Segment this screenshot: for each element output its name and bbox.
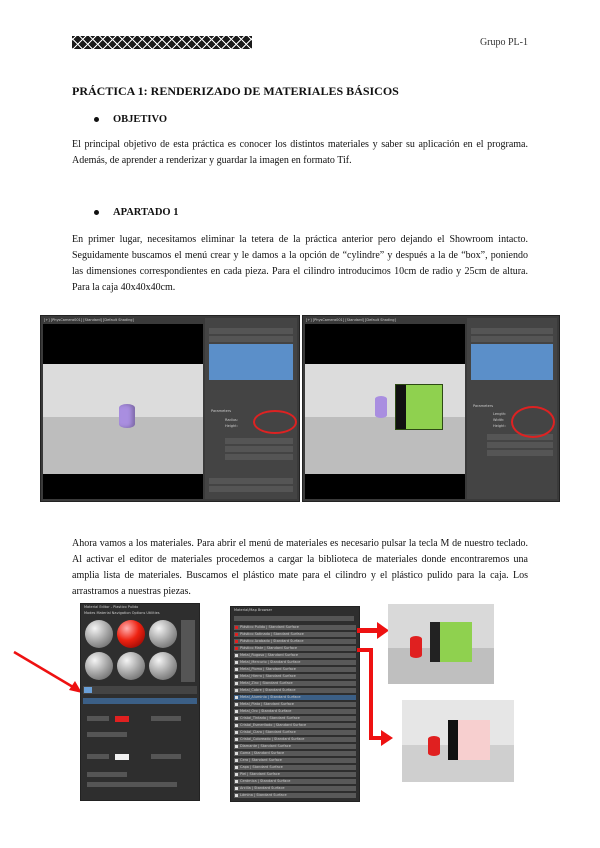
material-swatch-icon	[235, 752, 238, 755]
red-cylinder	[428, 736, 440, 756]
render-result-bottom	[402, 700, 514, 782]
cylinder-object	[375, 396, 387, 418]
material-swatch-icon	[235, 696, 238, 699]
header-pattern	[72, 36, 252, 49]
browser-list-item[interactable]	[234, 639, 356, 644]
parameters-label: Parameters	[473, 404, 494, 408]
material-slot[interactable]	[149, 620, 177, 648]
length-label: Length:	[493, 412, 507, 416]
screenshot-cylinder	[40, 315, 300, 502]
browser-item-label: Piel | Standard Surface	[240, 772, 280, 776]
browser-list-item[interactable]	[234, 779, 356, 784]
browser-list-item[interactable]	[234, 688, 356, 693]
material-swatch-icon	[235, 738, 238, 741]
browser-list-item[interactable]	[234, 772, 356, 777]
material-browser-window	[230, 606, 360, 802]
browser-item-label: Cristal_Tintado | Standard Surface	[240, 716, 300, 720]
material-editor-menu: Modes Material Navigation Options Utilities	[84, 611, 160, 615]
browser-list-item[interactable]	[234, 758, 356, 763]
browser-list-item[interactable]	[234, 625, 356, 630]
browser-item-label: Plástico Pulido | Standard Surface	[240, 625, 299, 629]
material-swatch-icon	[235, 654, 238, 657]
browser-item-label: Plástico Mate | Standard Surface	[240, 646, 298, 650]
material-swatch-icon	[235, 710, 238, 713]
material-swatch-icon	[235, 689, 238, 692]
material-swatch-icon	[235, 647, 238, 650]
width-label: Width:	[493, 418, 505, 422]
material-slot[interactable]	[149, 652, 177, 680]
browser-item-label: Arcilla | Standard Surface	[240, 786, 285, 790]
material-swatch-icon	[235, 724, 238, 727]
viewport-label: [+] [PhysCamera001] [Standard] [Default Shading]	[44, 318, 134, 322]
browser-list-item[interactable]	[234, 646, 356, 651]
apartado-paragraph: En primer lugar, necesitamos eliminar la tetera de la práctica anterior pero dejando el Showroom intacto. Seguidamente buscamos el menú crear y le damos a la opción de “cylindre” y después a la de “box”, poniendo las dimensiones correspondientes en cada pieza. Para el cilindro introducimos 10cm de radio y 25cm de altura. Para la caja 40x40x40cm.	[72, 234, 528, 293]
material-swatch-icon	[235, 626, 238, 629]
material-swatch-icon	[235, 780, 238, 783]
browser-item-label: Capa | Standard Surface	[240, 765, 283, 769]
bullet-icon	[94, 117, 99, 122]
box-object	[395, 384, 443, 430]
browser-item-label: Plástico Acabado | Standard Surface	[240, 639, 304, 643]
material-swatch-icon	[235, 668, 238, 671]
base-color-swatch[interactable]	[115, 716, 129, 722]
material-slot[interactable]	[117, 652, 145, 680]
material-swatch-icon	[235, 759, 238, 762]
material-slot-selected[interactable]	[117, 620, 145, 648]
command-panel	[205, 318, 297, 499]
browser-item-label: Metal_Oro | Standard Surface	[240, 709, 292, 713]
browser-item-label: Metal_Plomo | Standard Surface	[240, 667, 296, 671]
material-swatch-icon	[235, 773, 238, 776]
browser-item-label: Goma | Standard Surface	[240, 751, 285, 755]
material-slot[interactable]	[85, 652, 113, 680]
pink-box	[448, 720, 490, 760]
browser-item-label: Metal_Hierro | Standard Surface	[240, 674, 296, 678]
browser-list-item[interactable]	[234, 709, 356, 714]
browser-item-label: Metal_Aluminio | Standard Surface	[240, 695, 301, 699]
render-result-top	[388, 604, 494, 684]
material-swatch-icon	[235, 682, 238, 685]
browser-title: Material/Map Browser	[234, 608, 273, 612]
material-swatch-icon	[235, 717, 238, 720]
browser-list-item[interactable]	[234, 786, 356, 791]
browser-list-item[interactable]	[234, 737, 356, 742]
editor-toolbar	[83, 686, 197, 694]
parameters-label: Parameters	[211, 409, 232, 413]
material-swatch-icon	[235, 640, 238, 643]
browser-list-item[interactable]	[234, 695, 356, 700]
browser-search[interactable]	[234, 616, 354, 621]
red-cylinder	[410, 636, 422, 658]
material-editor-title: Material Editor - Plastico Pulido	[84, 605, 139, 609]
browser-item-label: Metal_Rugoso | Standard Surface	[240, 653, 299, 657]
screenshot-box	[302, 315, 560, 502]
material-swatch-icon	[235, 661, 238, 664]
material-slot[interactable]	[85, 620, 113, 648]
get-material-icon[interactable]	[84, 687, 92, 693]
highlight-circle	[511, 406, 555, 438]
browser-item-label: Lámina | Standard Surface	[240, 793, 287, 797]
cylinder-object	[119, 404, 135, 428]
highlight-circle	[253, 410, 297, 434]
browser-item-label: Cerámica | Standard Surface	[240, 779, 291, 783]
browser-list-item[interactable]	[234, 632, 356, 637]
material-swatch-icon	[235, 675, 238, 678]
bullet-icon	[94, 210, 99, 215]
browser-list-item[interactable]	[234, 793, 356, 798]
arrow-right-icon	[381, 730, 393, 746]
radius-label: Radius:	[225, 418, 238, 422]
browser-list-item[interactable]	[234, 681, 356, 686]
browser-item-label: Diamante | Standard Surface	[240, 744, 291, 748]
side-toolbar	[181, 620, 195, 682]
browser-list-item[interactable]	[234, 751, 356, 756]
material-editor-window	[80, 603, 200, 801]
browser-item-label: Cristal_Esmerilado | Standard Surface	[240, 723, 307, 727]
apartado-heading: APARTADO 1	[94, 207, 178, 218]
browser-list-item[interactable]	[234, 723, 356, 728]
material-swatch-icon	[235, 703, 238, 706]
objetivo-heading: OBJETIVO	[94, 114, 167, 125]
group-label: Grupo PL-1	[479, 37, 528, 48]
browser-item-label: Metal_Zinc | Standard Surface	[240, 681, 293, 685]
green-box	[430, 622, 472, 662]
browser-item-label: Plástico Satinado | Standard Surface	[240, 632, 304, 636]
materials-paragraph: Ahora vamos a los materiales. Para abrir el menú de materiales es necesario pulsar la tecla M de nuestro teclado. Al activar el editor de materiales procedemos a cargar la biblioteca de materiales donde encontraremos una amplia lista de materiales. Buscamos el plástico mate para el cilindro y el plástico pulido para la caja. Los arrastramos a nuestras piezas.	[72, 538, 528, 597]
material-swatch-icon	[235, 731, 238, 734]
browser-item-label: Cera | Standard Surface	[240, 758, 282, 762]
material-swatch-icon	[235, 745, 238, 748]
browser-list-item[interactable]	[234, 744, 356, 749]
material-swatch-icon	[235, 787, 238, 790]
browser-list-item[interactable]	[234, 716, 356, 721]
browser-list-item[interactable]	[234, 667, 356, 672]
material-swatch-icon	[235, 794, 238, 797]
browser-list-item[interactable]	[234, 765, 356, 770]
browser-item-label: Metal_Plata | Standard Surface	[240, 702, 294, 706]
material-name-bar	[83, 698, 197, 704]
browser-item-label: Cristal_Claro | Standard Surface	[240, 730, 296, 734]
browser-list-item[interactable]	[234, 674, 356, 679]
objetivo-paragraph: El principal objetivo de esta práctica es conocer los distintos materiales y saber su aplicación en el programa. Además, de aprender a renderizar y guardar la imagen en formato Tif.	[72, 139, 528, 166]
material-swatch-icon	[235, 633, 238, 636]
page-title: PRÁCTICA 1: RENDERIZADO DE MATERIALES BÁSICOS	[72, 84, 399, 98]
browser-item-label: Cristal_Coloreado | Standard Surface	[240, 737, 305, 741]
height-label: Height:	[225, 424, 238, 428]
viewport-label: [+] [PhysCamera001] [Standard] [Default Shading]	[306, 318, 396, 322]
browser-item-label: Metal_Mercurio | Standard Surface	[240, 660, 301, 664]
material-swatch-icon	[235, 766, 238, 769]
browser-list-item[interactable]	[234, 702, 356, 707]
browser-item-label: Metal_Cobre | Standard Surface	[240, 688, 296, 692]
browser-list-item[interactable]	[234, 653, 356, 658]
height-label: Height:	[493, 424, 506, 428]
browser-list-item[interactable]	[234, 660, 356, 665]
browser-list-item[interactable]	[234, 730, 356, 735]
